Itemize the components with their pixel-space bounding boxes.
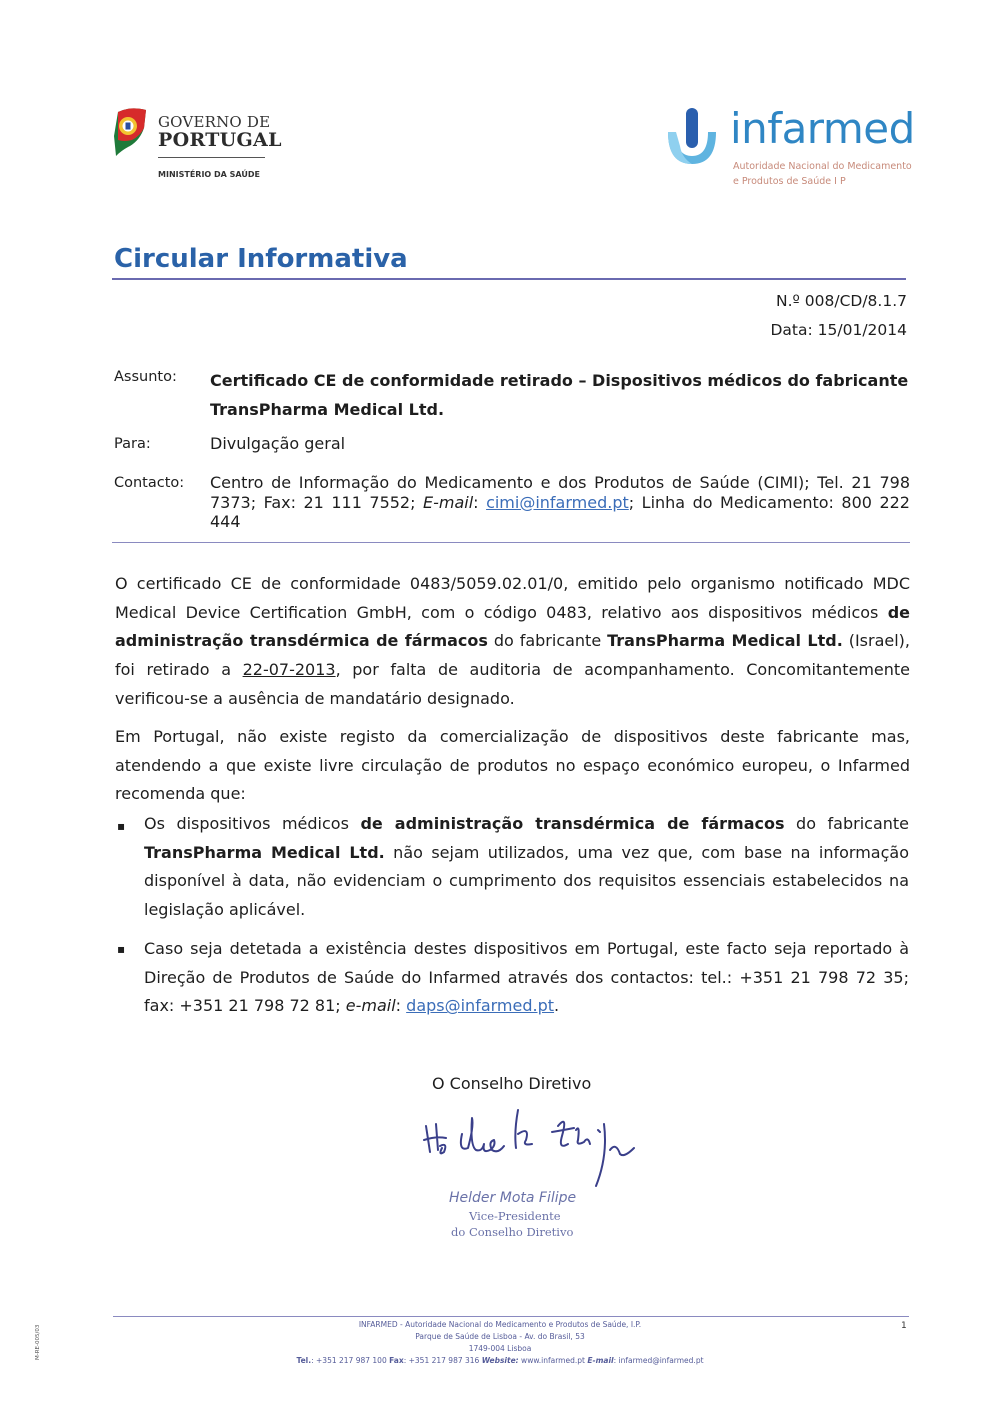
footer-tel: : +351 217 987 100 xyxy=(311,1356,390,1365)
b1-text-c: do fabricante xyxy=(784,814,910,833)
contact-email-link[interactable]: cimi@infarmed.pt xyxy=(486,492,629,512)
footer-organization: INFARMED - Autoridade Nacional do Medicamento e Produtos de Saúde, I.P. xyxy=(358,1320,642,1329)
b1-bold-manufacturer: TransPharma Medical Ltd. xyxy=(144,842,385,862)
infarmed-subtitle-line2: e Produtos de Saúde I P xyxy=(733,176,846,187)
bullet-marker-1: ▪ xyxy=(117,819,126,833)
contact-email-label: E-mail xyxy=(423,492,474,512)
paragraph-2: Em Portugal, não existe registo da comercialização de dispositivos deste fabricante mas, atendendo a que existe livre circulação de produtos no espaço económico europeu, o Infarmed recomenda que: xyxy=(115,727,910,804)
footer-address: Parque de Saúde de Lisboa - Av. do Brasil, 53 xyxy=(415,1332,585,1341)
contact-label: Contacto: xyxy=(114,475,185,491)
bullet-marker-2: ▪ xyxy=(117,942,126,956)
footer-postal-code: 1749-004 Lisboa xyxy=(468,1344,532,1353)
to-label: Para: xyxy=(114,436,151,452)
p1-text-e: (Israel), foi retirado a xyxy=(115,631,910,680)
footer-web-label: Website: xyxy=(481,1356,519,1365)
paragraph-1 xyxy=(115,570,910,714)
bullet-item-2: Caso seja detetada a existência destes dispositivos em Portugal, este facto seja reportado à Direção de Produtos de Saúde do Infarmed através dos contactos: tel.: +351 21 798 72 35; fax: +351 21 798 72 81; e-mail: daps@infarmed.pt. xyxy=(144,939,909,1016)
governo-de-portugal-logo xyxy=(110,104,282,184)
footer-email[interactable]: : infarmed@infarmed.pt xyxy=(613,1356,704,1365)
gov-logo-line2: PORTUGAL xyxy=(158,129,282,151)
board-label: O Conselho Diretivo xyxy=(432,1074,592,1093)
ministry-label: MINISTÉRIO DA SAÚDE xyxy=(158,170,260,179)
b1-bold-device-type: de administração transdérmica de fármacos xyxy=(360,814,785,833)
footer-website[interactable]: www.infarmed.pt xyxy=(518,1356,588,1365)
b2-email-label: e-mail xyxy=(345,996,396,1016)
footer-email-label: E-mail xyxy=(587,1356,614,1365)
p1-text-f: , por falta de auditoria de acompanhamento. Concomitantemente verificou-se a ausência de mandatário designado. xyxy=(115,660,910,708)
signer-name: Helder Mota Filipe xyxy=(449,1190,577,1206)
contact-text-2: ; Linha do Medicamento: 800 222 444 xyxy=(210,492,910,531)
circular-number: N.º 008/CD/8.1.7 xyxy=(776,292,907,310)
footer-tel-label: Tel. xyxy=(296,1356,312,1365)
title-underline xyxy=(112,278,906,280)
gov-logo-divider xyxy=(158,157,265,158)
daps-email-link[interactable]: daps@infarmed.pt xyxy=(406,996,555,1016)
footer-contacts xyxy=(200,1356,800,1365)
handwritten-signature xyxy=(418,1096,648,1191)
b1-text-a: Os dispositivos médicos xyxy=(144,814,361,833)
to-value: Divulgação geral xyxy=(210,434,346,453)
p1-text-c: do fabricante xyxy=(487,631,608,651)
signer-role-line2: do Conselho Diretivo xyxy=(451,1225,574,1239)
contact-value: Centro de Informação do Medicamento e dos Produtos de Saúde (CIMI); Tel. 21 798 7373; Fax: 21 111 7552; E-mail: cimi@infarmed.pt; Linha do Medicamento: 800 222 444 xyxy=(210,473,910,531)
infarmed-wordmark: infarmed xyxy=(730,104,915,153)
subject-value: Certificado CE de conformidade retirado – Dispositivos médicos do fabricante TransPharma Medical Ltd. xyxy=(210,371,909,419)
infarmed-logo xyxy=(662,104,915,194)
signer-role-line1: Vice-Presidente xyxy=(469,1209,561,1223)
bullet-item-1 xyxy=(144,810,909,925)
p1-bold-manufacturer: TransPharma Medical Ltd. xyxy=(607,631,843,651)
p1-text-a: O certificado CE de conformidade 0483/5059.02.01/0, emitido pelo organismo notificado MDC Medical Device Certification GmbH, com o código 0483, relativo aos dispositivos médicos xyxy=(115,574,910,622)
header-separator xyxy=(112,542,910,543)
contact-text-1: Centro de Informação do Medicamento e dos Produtos de Saúde (CIMI); Tel. 21 798 7373; Fax: 21 111 7552; xyxy=(210,473,910,512)
footer-separator xyxy=(113,1316,909,1317)
p1-withdrawal-date: 22-07-2013 xyxy=(242,660,336,680)
circular-date: Data: 15/01/2014 xyxy=(770,321,907,339)
b2-text-a: Caso seja detetada a existência destes dispositivos em Portugal, este facto seja reportado à Direção de Produtos de Saúde do Infarmed através dos contactos: tel.: +351 21 798 72 35; fax: +351 21 798 72 81; xyxy=(144,939,909,1016)
infarmed-subtitle-line1: Autoridade Nacional do Medicamento xyxy=(733,161,912,172)
subject-label: Assunto: xyxy=(114,369,177,385)
footer-fax-label: Fax xyxy=(389,1356,404,1365)
b2-end: . xyxy=(554,996,560,1016)
document-title: Circular Informativa xyxy=(114,244,408,274)
form-code: M-RE-005/03 xyxy=(35,1324,41,1360)
b1-text-e: não sejam utilizados, uma vez que, com base na informação disponível à data, não evidenciam o cumprimento dos requisitos essenciais estabelecidos na legislação aplicável. xyxy=(144,842,909,920)
p1-bold-device-type: de administração transdérmica de fármacos xyxy=(115,602,910,651)
gov-logo-line1: GOVERNO DE xyxy=(158,113,271,131)
portugal-emblem-icon xyxy=(110,106,150,158)
page-number: 1 xyxy=(901,1321,907,1331)
footer-fax: : +351 217 987 316 xyxy=(403,1356,482,1365)
infarmed-mark-icon xyxy=(662,106,722,168)
